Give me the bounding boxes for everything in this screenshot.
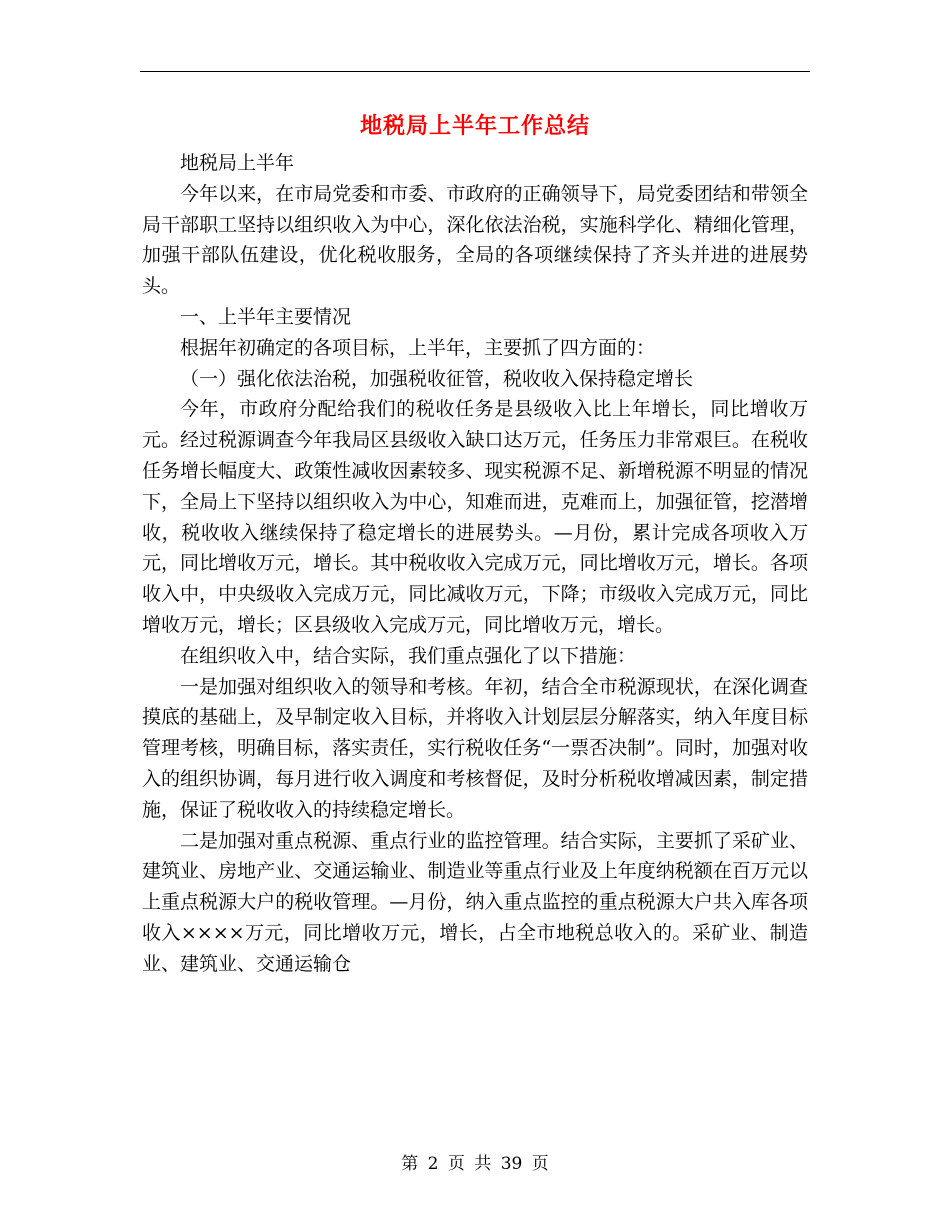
paragraph: 今年以来，在市局党委和市委、市政府的正确领导下，局党委团结和带领全局干部职工坚持以组织收入为中心，深化依法治税，实施科学化、精细化管理，加强干部队伍建设，优化税收服务，全局的各项继续保持了齐头并进的进展势头。 [142,182,808,298]
document-body [142,148,808,980]
document-title: 地税局上半年工作总结 [359,113,590,139]
paragraph: 一是加强对组织收入的领导和考核。年初，结合全市税源现状，在深化调查摸底的基础上，及早制定收入目标，并将收入计划层层分解落实，纳入年度目标管理考核，明确目标，落实责任，实行税收任务“一票否决制”。同时，加强对收入的组织协调，每月进行收入调度和考核督促，及时分析税收增减因素，制定措施，保证了税收收入的持续稳定增长。 [142,675,808,821]
section-heading: 一、上半年主要情况 [180,305,352,328]
subsection-heading: （一）强化依法治税，加强税收征管，税收收入保持稳定增长 [180,367,694,390]
page-footer: 第 2 页 共 39 页 [401,1154,549,1174]
paragraph: 根据年初确定的各项目标，上半年，主要抓了四方面的： [180,336,656,359]
paragraph: 在组织收入中，结合实际，我们重点强化了以下措施： [180,644,637,667]
paragraph: 地税局上半年 [180,152,295,174]
header-rule [140,71,810,72]
paragraph: 二是加强对重点税源、重点行业的监控管理。结合实际，主要抓了采矿业、建筑业、房地产业、交通运输业、制造业等重点行业及上年度纳税额在百万元以上重点税源大户的税收管理。—月份，纳入重点监控的重点税源大户共入库各项收入××××万元，同比增收万元，增长，占全市地税总收入的。采矿业、制造业、建筑业、交通运输仓 [142,829,808,975]
paragraph: 今年，市政府分配给我们的税收任务是县级收入比上年增长，同比增收万元。经过税源调查今年我局区县级收入缺口达万元，任务压力非常艰巨。在税收任务增长幅度大、政策性减收因素较多、现实税源不足、新增税源不明显的情况下，全局上下坚持以组织收入为中心，知难而进，克难而上，加强征管，挖潜增收，税收收入继续保持了稳定增长的进展势头。—月份，累计完成各项收入万元，同比增收万元，增长。其中税收收入完成万元，同比增收万元，增长。各项收入中，中央级收入完成万元，同比减收万元，下降；市级收入完成万元，同比增收万元，增长；区县级收入完成万元，同比增收万元，增长。 [142,398,808,636]
